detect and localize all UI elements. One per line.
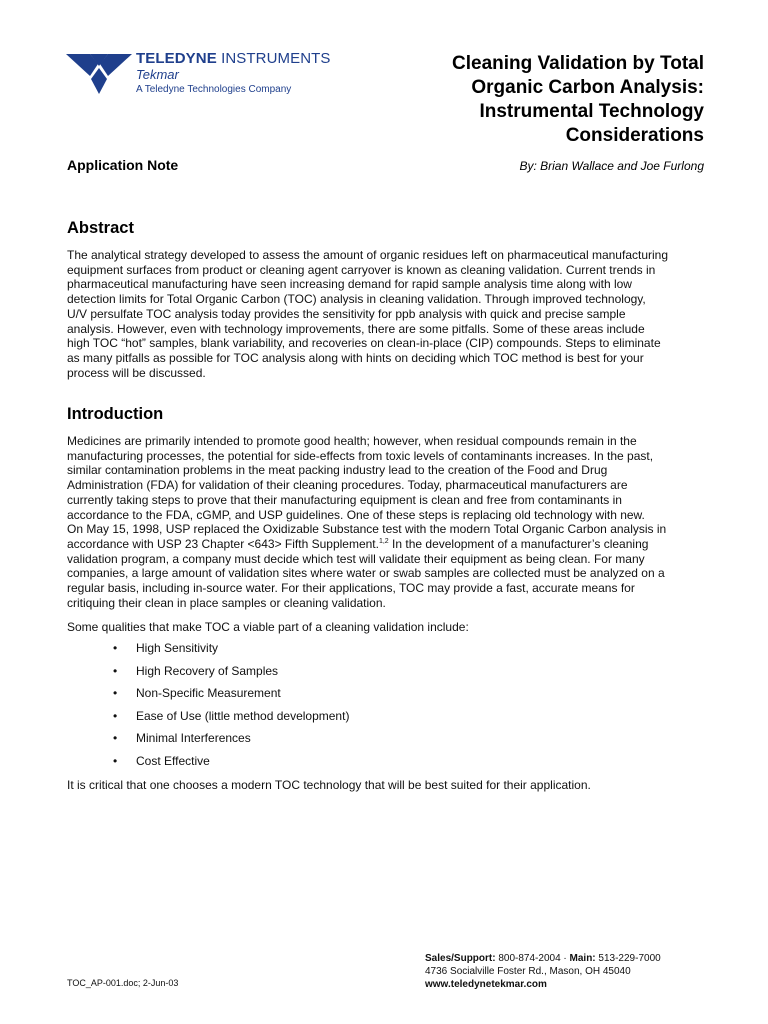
title-line: Instrumental Technology xyxy=(479,101,704,122)
authors: By: Brian Wallace and Joe Furlong xyxy=(519,159,704,173)
text-line: equipment surfaces from product or cleaning agent carryover is known as cleaning validation. Current trends in xyxy=(67,262,656,277)
address: 4736 Socialville Foster Rd., Mason, OH 45040 xyxy=(425,966,631,977)
text-line: similar contamination problems in the meat packing industry lead to the creation of the Food and Drug xyxy=(67,463,608,478)
text-line: process will be discussed. xyxy=(67,365,206,380)
qualities-list xyxy=(67,640,467,776)
bullet-icon: • xyxy=(113,708,118,723)
list-item: • Cost Effective xyxy=(113,753,210,768)
text-line: Administration (FDA) for validation of their cleaning procedures. Today, pharmaceutical manufacturers are xyxy=(67,478,628,493)
introduction-body xyxy=(67,434,707,610)
citation-superscript: 1,2 xyxy=(378,537,389,545)
text-line: manufacturing processes, the potential for side-effects from toxic levels of contaminants increases. In the past, xyxy=(67,448,654,463)
list-item: • Ease of Use (little method development) xyxy=(113,708,350,723)
qualities-intro: Some qualities that make TOC a viable part of a cleaning validation include: xyxy=(67,620,469,634)
document-type: Application Note xyxy=(67,157,179,173)
text-line: accordance with USP 23 Chapter <643> Fifth Supplement.$^{1,2}$ In the development of a manufacturer’s cleaning xyxy=(67,536,649,551)
list-item: • Non-Specific Measurement xyxy=(113,686,281,701)
bullet-icon: • xyxy=(113,686,118,701)
bullet-icon: • xyxy=(113,663,118,678)
text-line: accordance to the FDA, cGMP, and USP guidelines. One of these steps is replacing old technology with new. xyxy=(67,507,645,522)
text-line: currently taking steps to prove that their manufacturing equipment is clean and free from contaminants in xyxy=(67,492,622,507)
introduction-heading: Introduction xyxy=(67,405,164,423)
title-line: Cleaning Validation by Total xyxy=(452,53,704,74)
text-line: Medicines are primarily intended to promote good health; however, when residual compounds remain in the xyxy=(67,434,637,448)
website-link[interactable]: www.teledynetekmar.com xyxy=(425,979,547,990)
text-line: detection limits for Total Organic Carbon (TOC) analysis in cleaning validation. Through improved technology, xyxy=(67,292,646,307)
list-item: • High Sensitivity xyxy=(113,641,219,655)
teledyne-logo-mark-icon xyxy=(66,52,132,96)
text-line: high TOC “hot” samples, blank variability, and recoveries on clean-in-place (CIP) compounds. Steps to eliminate xyxy=(67,336,661,351)
text-line: regular basis, including in-source water. For their applications, TOC may provide a fast, accurate means for xyxy=(67,581,635,596)
document-reference: TOC_AP-001.doc; 2-Jun-03 xyxy=(67,978,179,988)
text-line: The analytical strategy developed to assess the amount of organic residues left on pharmaceutical manufacturing xyxy=(67,248,669,262)
list-item: • Minimal Interferences xyxy=(113,731,251,746)
closing-paragraph: It is critical that one chooses a modern TOC technology that will be best suited for their application. xyxy=(67,778,591,792)
text-line: companies, a large amount of validation sites where water or swab samples are collected must be analyzed on a xyxy=(67,566,665,581)
title-line: Considerations xyxy=(565,125,704,146)
text-line: pharmaceutical manufacturing have seen increasing demand for rapid sample analysis time along with low xyxy=(67,277,632,292)
division-name: Tekmar xyxy=(136,67,179,82)
text-line: as many pitfalls as possible for TOC analysis along with hints on deciding which TOC method is best for your xyxy=(67,350,644,365)
text-line: critiquing their clean in place samples or cleaning validation. xyxy=(67,595,386,610)
company-tagline: A Teledyne Technologies Company xyxy=(136,84,292,95)
text-line: U/V persulfate TOC analysis today provides the sensitivity for ppb analysis with quick and precise sample xyxy=(67,306,626,321)
title-line: Organic Carbon Analysis: xyxy=(471,77,704,98)
bullet-icon: • xyxy=(113,641,118,655)
text-line: validation program, a company must decide which test will validate their equipment as being clean. For many xyxy=(67,551,645,566)
contact-info xyxy=(425,952,661,991)
teledyne-logo xyxy=(66,48,336,108)
document-title xyxy=(384,52,704,148)
company-name: TELEDYNE INSTRUMENTS xyxy=(136,50,331,67)
bullet-icon: • xyxy=(113,731,118,746)
text-line: On May 15, 1998, USP replaced the Oxidizable Substance test with the modern Total Organic Carbon analysis in xyxy=(67,522,667,537)
phone-line: Sales/Support: 800-874-2004 · Main: 513-229-7000 xyxy=(425,953,661,964)
list-item: • High Recovery of Samples xyxy=(113,663,279,678)
text-line: analysis. However, even with technology improvements, there are some pitfalls. Some of these areas include xyxy=(67,321,645,336)
bullet-icon: • xyxy=(113,753,118,768)
abstract-body xyxy=(67,248,707,380)
abstract-heading: Abstract xyxy=(67,219,134,237)
